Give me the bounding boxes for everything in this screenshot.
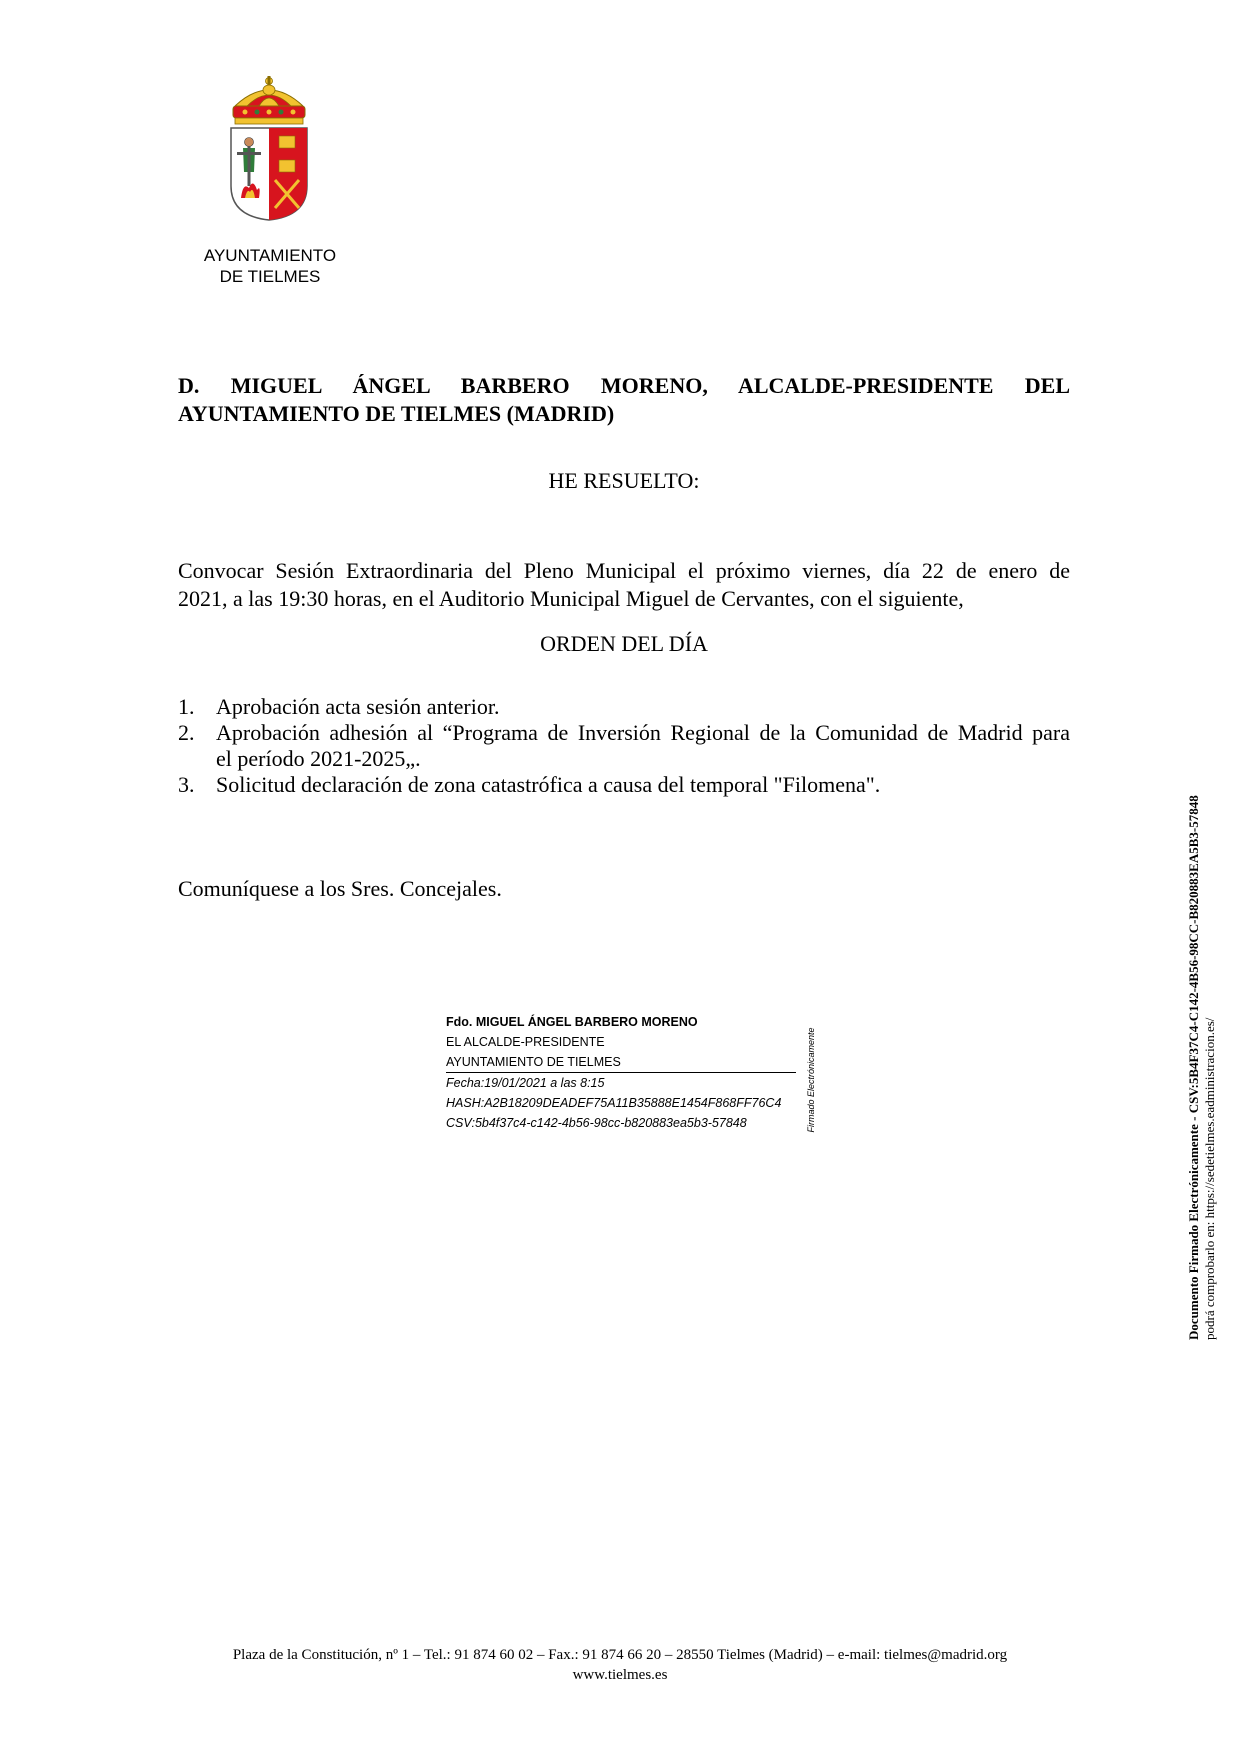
agenda-item-text: Aprobación acta sesión anterior. [216, 694, 500, 719]
footer-website: www.tielmes.es [572, 1667, 668, 1683]
agenda-item [178, 720, 1070, 772]
agenda-item-text: Aprobación adhesión al “Programa de Inversión Regional de la Comunidad de Madrid para [216, 720, 1070, 745]
signer-role: EL ALCALDE-PRESIDENTE [446, 1035, 605, 1049]
heading-line-1: D. MIGUEL ÁNGEL BARBERO MORENO, ALCALDE-PRESIDENTE DEL [178, 373, 1070, 398]
agenda-item-text-continued: el período 2021-2025„. [216, 746, 421, 771]
agenda-item-number: 1. [178, 694, 195, 719]
signature-hash: HASH:A2B18209DEADEF75A11B35888E1454F868FF76C4 [446, 1096, 782, 1110]
closing-line: Comuníquese a los Sres. Concejales. [178, 876, 502, 901]
agenda-list [178, 694, 1070, 798]
signature-block [446, 1012, 796, 1133]
body-line-1: Convocar Sesión Extraordinaria del Pleno Municipal el próximo viernes, día 22 de enero de [178, 558, 1070, 583]
organization-name [180, 245, 360, 287]
footer-address: Plaza de la Constitución, nº 1 – Tel.: 91 874 60 02 – Fax.: 91 874 66 20 – 28550 Tielmes (Madrid) – e-mail: tielmes@madrid.org [232, 1647, 1008, 1663]
signature-csv: CSV:5b4f37c4-c142-4b56-98cc-b820883ea5b3-57848 [446, 1116, 747, 1130]
organization-line-1: AYUNTAMIENTO [203, 246, 337, 265]
heading-line-2: AYUNTAMIENTO DE TIELMES (MADRID) [178, 401, 615, 426]
agenda-item [178, 772, 1070, 798]
agenda-item [178, 694, 1070, 720]
body-line-2: 2021, a las 19:30 horas, en el Auditorio Municipal Miguel de Cervantes, con el siguiente, [178, 586, 964, 611]
organization-line-2: DE TIELMES [219, 267, 321, 286]
resolution-title: HE RESUELTO: [548, 468, 700, 493]
signer-name: Fdo. MIGUEL ÁNGEL BARBERO MORENO [446, 1015, 698, 1029]
page-footer [150, 1645, 1090, 1685]
verification-line-2: podrá comprobarlo en: https://sedetielmes.eadministracion.es/ [1202, 1017, 1217, 1340]
agenda-item-number: 2. [178, 720, 195, 745]
agenda-item-number: 3. [178, 772, 195, 797]
verification-line-1: Documento Firmado Electrónicamente - CSV:5B4F37C4-C142-4B56-98CC-B820883EA5B3-57848 [1186, 795, 1201, 1340]
coat-of-arms-icon [225, 76, 313, 222]
signature-date: Fecha:19/01/2021 a las 8:15 [446, 1076, 605, 1090]
signature-side-label-text: Firmado Electrónicamente [805, 1027, 816, 1133]
document-heading [178, 372, 1070, 428]
verification-margin-note [1180, 730, 1224, 1340]
agenda-title: ORDEN DEL DÍA [540, 631, 708, 656]
signature-side-label [805, 1026, 816, 1134]
body-paragraph [178, 557, 1070, 613]
signer-organization: AYUNTAMIENTO DE TIELMES [446, 1052, 796, 1073]
agenda-item-text: Solicitud declaración de zona catastrófica a causa del temporal "Filomena". [216, 772, 881, 797]
